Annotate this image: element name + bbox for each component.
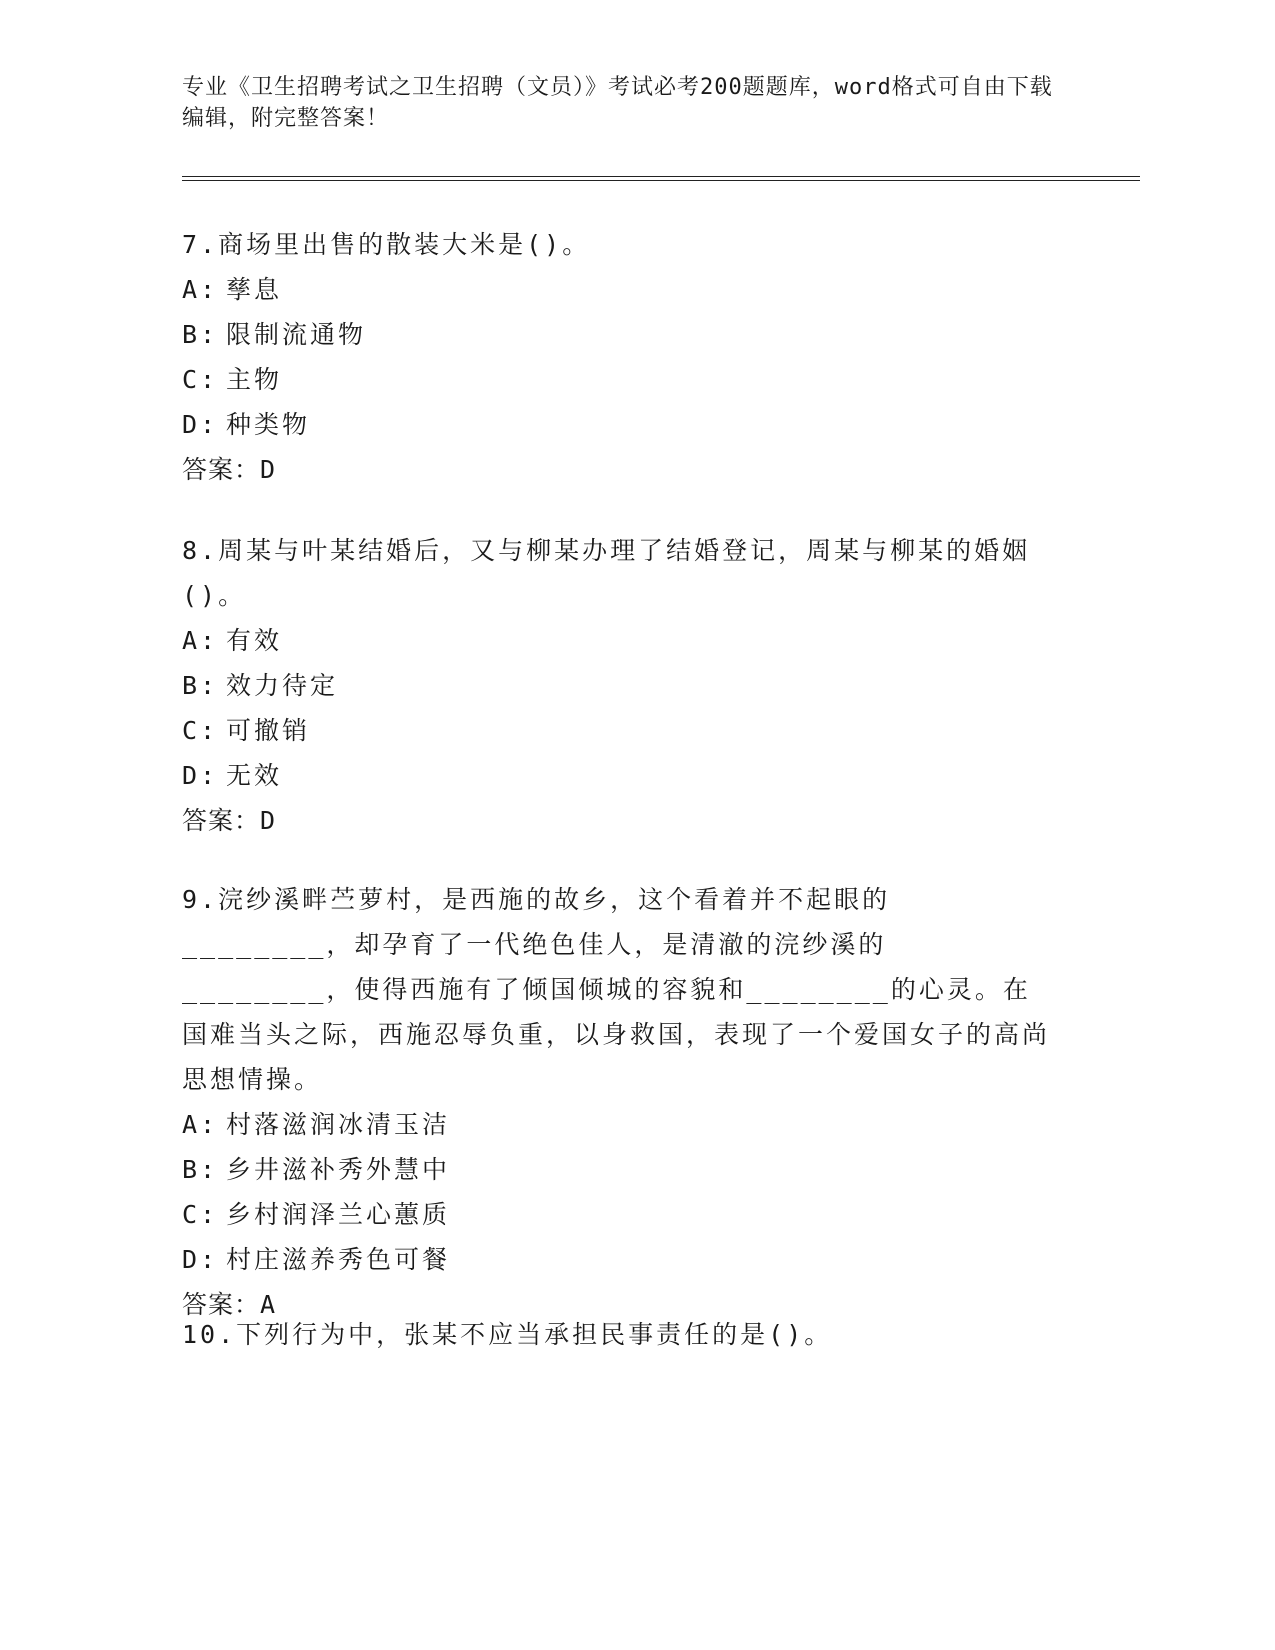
option-c <box>182 1192 1052 1237</box>
option-text: 乡村润泽兰心蕙质 <box>226 1200 451 1229</box>
option-b <box>182 1147 1052 1192</box>
answer-line <box>182 798 1052 843</box>
answer-value: D <box>260 806 277 835</box>
option-key: C: <box>182 365 219 394</box>
option-key: B: <box>182 671 219 700</box>
answer-value: D <box>260 455 277 484</box>
option-text: 有效 <box>226 626 283 655</box>
document-intro: 专业《卫生招聘考试之卫生招聘（文员）》考试必考200题题库，word格式可自由下载编辑，附完整答案！ <box>182 75 1053 131</box>
question-10 <box>182 1312 1052 1357</box>
question-7 <box>182 222 1052 492</box>
option-text: 效力待定 <box>226 671 339 700</box>
option-d <box>182 1237 1052 1282</box>
option-d <box>182 753 1052 798</box>
option-key: A: <box>182 626 219 655</box>
option-c <box>182 708 1052 753</box>
answer-label: 答案： <box>182 806 261 835</box>
option-c <box>182 357 1052 402</box>
option-key: B: <box>182 1155 219 1184</box>
answer-label: 答案： <box>182 1290 261 1319</box>
question-stem: 7.商场里出售的散装大米是()。 <box>182 230 591 259</box>
option-b <box>182 312 1052 357</box>
option-key: A: <box>182 275 219 304</box>
question-stem: 10.下列行为中，张某不应当承担民事责任的是()。 <box>182 1320 833 1349</box>
option-text: 村落滋润冰清玉洁 <box>226 1110 451 1139</box>
header-divider-top <box>182 176 1140 177</box>
option-key: D: <box>182 410 219 439</box>
option-text: 主物 <box>226 365 283 394</box>
answer-value: A <box>260 1290 277 1319</box>
option-b <box>182 663 1052 708</box>
answer-label: 答案： <box>182 455 261 484</box>
option-text: 限制流通物 <box>226 320 367 349</box>
option-a <box>182 618 1052 663</box>
option-d <box>182 402 1052 447</box>
option-text: 孳息 <box>226 275 283 304</box>
question-stem: 9.浣纱溪畔苎萝村，是西施的故乡，这个看着并不起眼的________，却孕育了一代绝色佳人，是清澈的浣纱溪的________，使得西施有了倾国倾城的容貌和________的心灵。在国难当头之际，西施忍辱负重，以身救国，表现了一个爱国女子的高尚思想情操。 <box>182 885 1051 1094</box>
option-a <box>182 267 1052 312</box>
option-text: 种类物 <box>226 410 311 439</box>
option-key: B: <box>182 320 219 349</box>
option-text: 可撤销 <box>226 716 311 745</box>
option-key: D: <box>182 1245 219 1274</box>
question-stem: 8.周某与叶某结婚后，又与柳某办理了结婚登记，周某与柳某的婚姻()。 <box>182 536 1031 610</box>
option-key: C: <box>182 1200 219 1229</box>
answer-line <box>182 447 1052 492</box>
option-text: 乡井滋补秀外慧中 <box>226 1155 451 1184</box>
option-key: C: <box>182 716 219 745</box>
option-text: 无效 <box>226 761 283 790</box>
option-key: A: <box>182 1110 219 1139</box>
option-a <box>182 1102 1052 1147</box>
option-text: 村庄滋养秀色可餐 <box>226 1245 451 1274</box>
header-divider-bottom <box>182 180 1140 181</box>
option-key: D: <box>182 761 219 790</box>
question-9 <box>182 877 1052 1327</box>
question-8 <box>182 528 1052 843</box>
